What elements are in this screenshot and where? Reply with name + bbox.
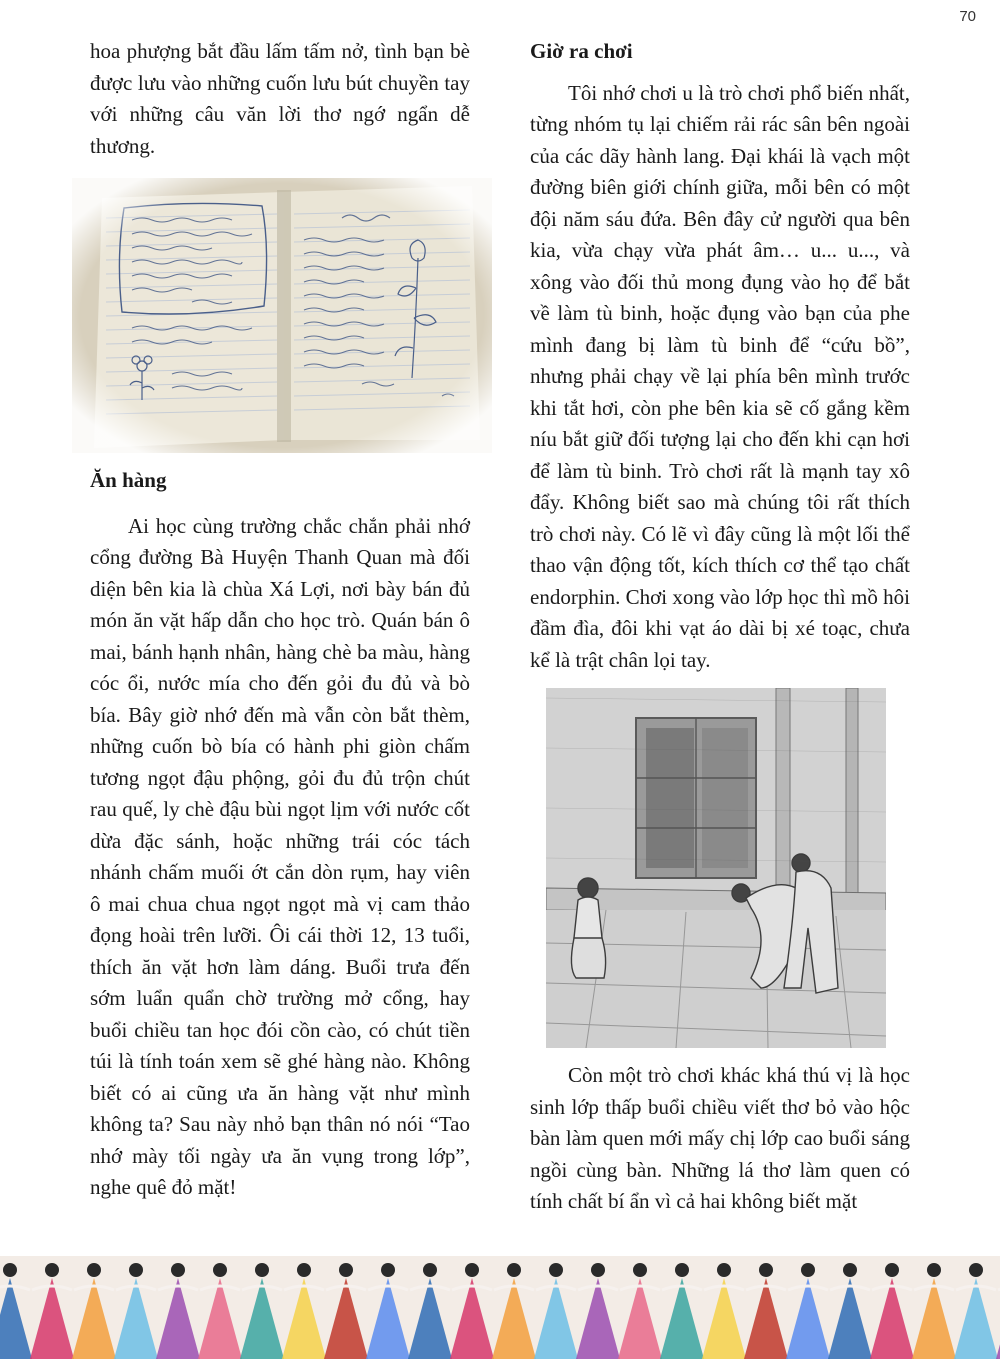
schoolyard-sketch-illustration — [546, 688, 886, 1048]
body-paragraph-gio-ra-choi: Tôi nhớ chơi u là trò chơi phổ biến nhất, từng nhóm tụ lại chiếm rải rác sân bên ngoài của các dãy hành lang. Đại khái là vạch một đường biên giới chính giữa, mỗi bên có một đội năm sáu đứa. Bên đây cử người qua bên kia, vừa chạy vừa phát âm… u... u..., và xông vào đối thủ mong đụng vào họ để bắt về làm tù binh, hoặc đụng vào bạn của phe mình đang bị làm tù binh để “cứu bồ”, nhưng phải chạy về lại phía bên mình trước khi tắt hơi, còn phe bên kia sẽ cố gắng kềm níu bắt giữ đối tượng lại cho đến khi cạn hơi để làm tù binh. Trò chơi rất là mạnh tay xô đẩy. Không biết sao mà chúng tôi rất thích trò chơi này. Có lẽ vì đây cũng là một lối thể thao vận động tốt, kích thích cơ thể tạo chất endorphin. Chơi xong vào lớp học thì mồ hôi đầm đìa, đôi khi vạt áo dài bị xé toạc, chưa kể là trật chân lọi tay. — [530, 80, 910, 672]
left-column — [90, 36, 470, 1204]
schoolyard-pencil-sketch — [546, 688, 886, 1048]
section-heading-an-hang: Ăn hàng — [90, 468, 167, 492]
ao-dai-banner — [0, 1256, 1000, 1359]
page-number: 70 — [959, 8, 976, 25]
body-paragraph-an-hang: Ai học cùng trường chắc chắn phải nhớ cổng đường Bà Huyện Thanh Quan mà đối diện bên kia là chùa Xá Lợi, nơi bày bán đủ món ăn vặt hấp dẫn cho học trò. Quán bán ô mai, bánh hạnh nhân, hàng chè ba màu, hàng cóc ổi, nước mía cho đến gỏi đu đủ và bò bía. Bây giờ nhớ đến mà vẫn còn bắt thèm, những cuốn bò bía có hành phi giòn chấm tương ngọt đậu phộng, gỏi đu đủ trộn chút rau quế, ly chè đậu bùi ngọt lịm với nước cốt dừa đặc sánh, hoặc những trái cóc tách nhánh chấm muối ớt cắn dòn rụm, hay viên ô mai chua chua ngọt ngọt mà vị cam thảo đọng hoài trên lưỡi. Ôi cái thời 12, 13 tuổi, thích ăn vặt hơn làm dáng. Buổi trưa đến sớm luẩn quẩn chờ trường mở cổng, hay buổi chiều tan học đói cồn cào, có chút tiền túi là tính toán xem sẽ ghé hàng nào. Không biết có ai cũng ưa ăn hàng vặt như mình không ta? Sau này nhỏ bạn thân nó nói “Tao nhớ mày tối ngày ưa ăn vụng trong lớp”, nghe quê đỏ mặt! — [90, 513, 470, 1199]
intro-paragraph: hoa phượng bắt đầu lấm tấm nở, tình bạn bè được lưu vào những cuốn lưu bút chuyền tay với những câu văn lời thơ ngớ ngẩn dễ thương. — [90, 39, 470, 158]
autograph-book-illustration — [72, 178, 492, 453]
right-column — [530, 36, 910, 1218]
ao-dai-dancers-illustration — [0, 1256, 1000, 1359]
closing-paragraph: Còn một trò chơi khác khá thú vị là học sinh lớp thấp buổi chiều viết thơ bỏ vào hộc bàn làm quen mới mấy chị lớp cao buổi sáng ngồi cùng bàn. Những lá thơ làm quen có tính chất bí ẩn vì cả hai không biết mặt — [530, 1063, 910, 1213]
autograph-book-photo — [72, 178, 492, 453]
section-heading-gio-ra-choi: Giờ ra chơi — [530, 39, 633, 63]
